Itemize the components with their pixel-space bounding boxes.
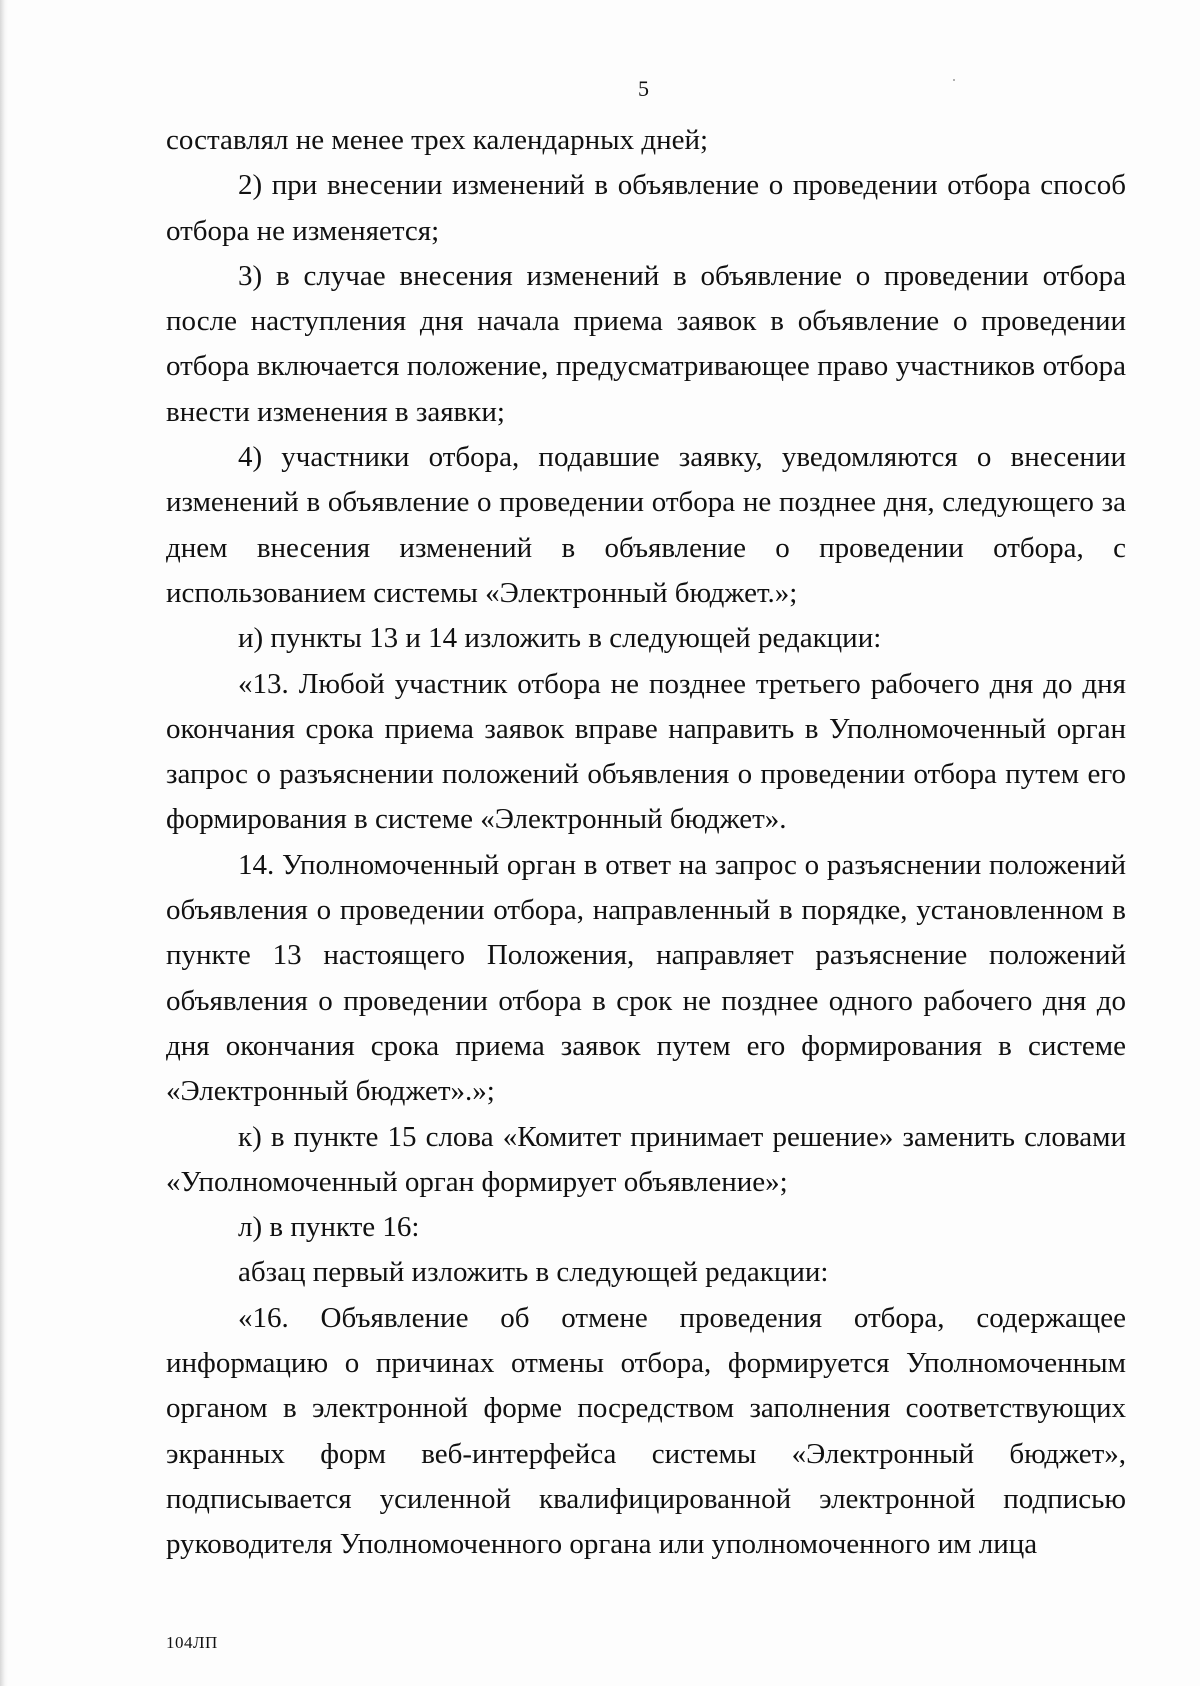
paragraph: и) пункты 13 и 14 изложить в следующей редакции: (238, 622, 882, 655)
document-code: 104ЛП (166, 1633, 218, 1652)
document-body (166, 118, 1126, 1568)
paragraph: к) в пункте 15 слова «Комитет принимает решение» заменить словами «Уполномоченный орган формирует объявление»; (166, 1120, 1126, 1198)
paragraph: 4) участники отбора, подавшие заявку, уведомляются о внесении изменений в объявление о проведении отбора не позднее дня, следующего за днем внесения изменений в объявление о проведении отбора, с использованием системы «Электронный бюджет.»; (166, 441, 1126, 609)
paragraph: «16. Объявление об отмене проведения отбора, содержащее информацию о причинах отмены отбора, формируется Уполномоченным органом в электронной форме посредством заполнения соответствующих экранных форм веб-интерфейса системы «Электронный бюджет», подписывается усиленной квалифицированной электронной подписью руководителя Уполномоченного органа или уполномоченного им лица (166, 1301, 1126, 1561)
paragraph: 2) при внесении изменений в объявление о проведении отбора способ отбора не изменяется; (166, 169, 1126, 247)
paragraph: 14. Уполномоченный орган в ответ на запрос о разъяснении положений объявления о проведении отбора, направленный в порядке, установленном в пункте 13 настоящего Положения, направляет разъяснение положений объявления о проведении отбора в срок не позднее одного рабочего дня до дня окончания срока приема заявок путем его формирования в системе «Электронный бюджет».»; (166, 848, 1126, 1108)
paragraph: абзац первый изложить в следующей редакции: (238, 1256, 829, 1289)
page-number: 5 (638, 76, 649, 101)
paragraph: л) в пункте 16: (238, 1211, 420, 1244)
paragraph: 3) в случае внесения изменений в объявление о проведении отбора после наступления дня начала приема заявок в объявление о проведении отбора включается положение, предусматривающее право участников отбора внести изменения в заявки; (166, 259, 1126, 428)
scan-edge-shadow (0, 0, 8, 1686)
paragraph: составлял не менее трех календарных дней; (166, 124, 709, 156)
paragraph: «13. Любой участник отбора не позднее третьего рабочего дня до дня окончания срока приема заявок вправе направить в Уполномоченный орган запрос о разъяснении положений объявления о проведении отбора путем его формирования в системе «Электронный бюджет». (166, 667, 1126, 836)
